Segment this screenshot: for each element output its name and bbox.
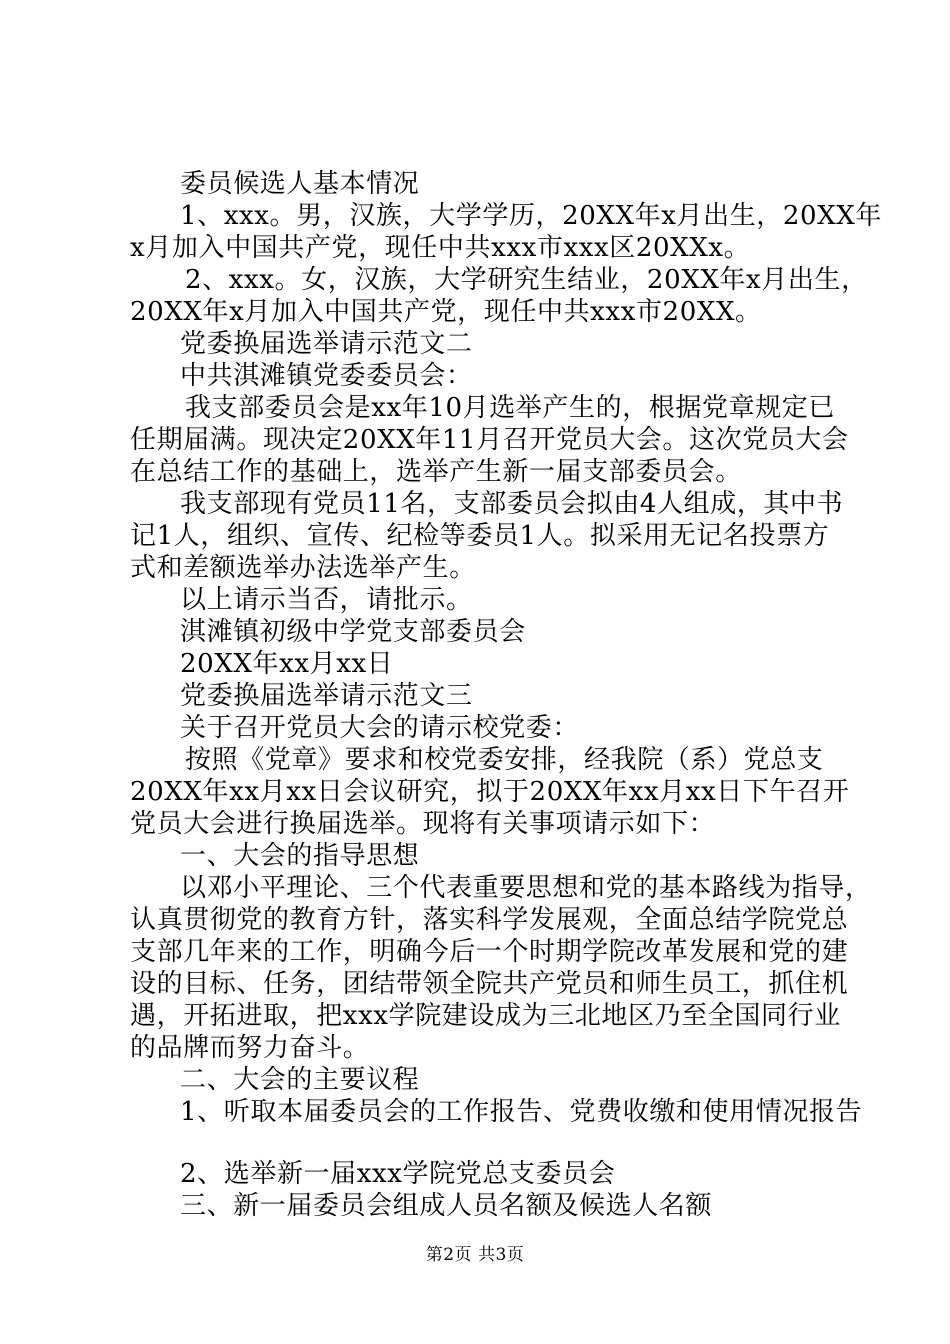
text-line: 遇，开拓进取，把xxx学院建设成为三北地区乃至全国同行业 <box>130 1001 841 1031</box>
blank-line <box>130 1128 840 1158</box>
text-line: x月加入中国共产党，现任中共xxx市xxx区20XXx。 <box>130 233 751 263</box>
text-line: 认真贯彻党的教育方针，落实科学发展观，全面总结学院党总 <box>130 905 849 935</box>
text-line: 设的目标、任务，团结带领全院共产党员和师生员工，抓住机 <box>130 969 849 999</box>
text-line: 我支部现有党员11名，支部委员会拟由4人组成，其中书 <box>180 489 844 519</box>
text-line: 中共淇滩镇党委委员会： <box>180 361 473 391</box>
text-line: 20XX年x月加入中国共产党，现任中共xxx市20XX。 <box>130 297 762 327</box>
text-line: 在总结工作的基础上，选举产生新一届支部委员会。 <box>130 457 742 487</box>
text-line: 的品牌而努力奋斗。 <box>130 1033 370 1063</box>
text-line: 以邓小平理论、三个代表重要思想和党的基本路线为指导， <box>180 873 872 903</box>
section-heading: 党委换届选举请示范文三 <box>180 681 473 711</box>
text-line: 记1人，组织、宣传、纪检等委员1人。拟采用无记名投票方 <box>130 521 830 551</box>
text-line: 式和差额选举办法选举产生。 <box>130 553 476 583</box>
section-heading: 一、大会的指导思想 <box>180 841 420 871</box>
signature-line: 淇滩镇初级中学党支部委员会 <box>180 617 526 647</box>
date-line: 20XX年xx月xx日 <box>180 649 394 679</box>
section-heading: 党委换届选举请示范文二 <box>180 329 473 359</box>
text-line: 2、xxx。女，汉族，大学研究生结业，20XX年x月出生， <box>185 265 868 295</box>
text-line: 支部几年来的工作，明确今后一个时期学院改革发展和党的建 <box>130 937 849 967</box>
text-line: 20XX年xx月xx日会议研究，拟于20XX年xx月xx日下午召开 <box>130 777 850 807</box>
text-line: 1、xxx。男，汉族，大学学历，20XX年x月出生，20XX年 <box>180 201 883 231</box>
text-line: 党员大会进行换届选举。现将有关事项请示如下： <box>130 809 716 839</box>
document-body <box>130 168 883 1222</box>
text-line: 2、选举新一届xxx学院党总支委员会 <box>180 1159 616 1189</box>
section-heading: 二、大会的主要议程 <box>180 1065 420 1095</box>
text-line: 1、听取本届委员会的工作报告、党费收缴和使用情况报告 <box>180 1097 863 1127</box>
text-line: 以上请示当否，请批示。 <box>180 585 473 615</box>
text-line: 按照《党章》要求和校党委安排，经我院（系）党总支 <box>185 745 824 775</box>
text-line: 我支部委员会是xx年10月选举产生的，根据党章规定已 <box>185 393 836 423</box>
section-heading: 三、新一届委员会组成人员名额及候选人名额 <box>180 1191 713 1221</box>
text-line: 关于召开党员大会的请示校党委： <box>180 713 580 743</box>
section-heading: 委员候选人基本情况 <box>180 169 420 199</box>
text-line: 任期届满。现决定20XX年11月召开党员大会。这次党员大会 <box>130 425 849 455</box>
page-number-footer: 第2页 共3页 <box>425 1245 525 1265</box>
